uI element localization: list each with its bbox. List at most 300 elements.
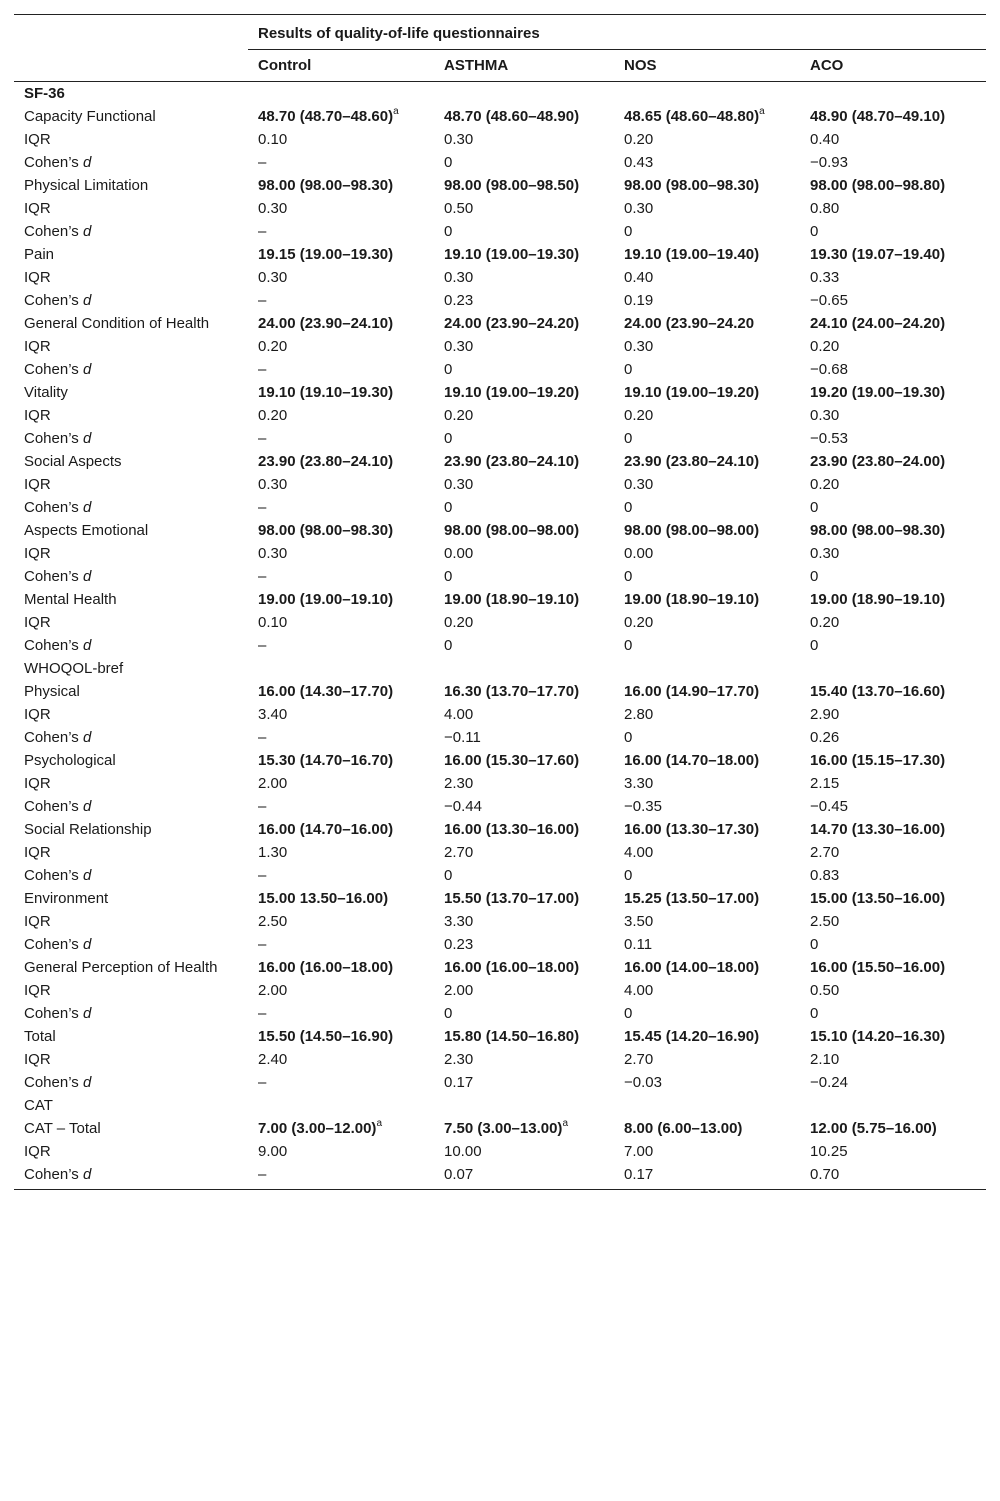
empty-cell: [434, 82, 614, 106]
median-value: 19.00 (18.90–19.10): [444, 591, 580, 608]
table-row: [14, 1071, 986, 1094]
iqr-cell-nos: 2.80: [624, 706, 654, 723]
cohen-cell-asthma: 0: [444, 223, 453, 240]
cohen-cell-control: –: [258, 1074, 267, 1091]
median-value: 15.10 (14.20–16.30): [810, 1028, 946, 1045]
median-value: 14.70 (13.30–16.00): [810, 821, 946, 838]
cohen-cell-aco: 0: [810, 499, 819, 516]
cohen-label: Cohen’s d: [24, 798, 92, 815]
median-cell-aco: [800, 243, 986, 266]
median-cell-asthma: [434, 588, 614, 611]
table-row: [14, 335, 986, 358]
table-row: [14, 519, 986, 542]
cohen-cell-asthma: 0: [444, 568, 453, 585]
median-cell-asthma: [434, 749, 614, 772]
cohen-cell-control: –: [258, 729, 267, 746]
table-row: [14, 1163, 986, 1190]
iqr-cell-control: 0.30: [258, 269, 288, 286]
table-row: [14, 772, 986, 795]
table-row: [14, 220, 986, 243]
table-row: [14, 956, 986, 979]
median-value: 23.90 (23.80–24.10): [444, 453, 580, 470]
row-label: IQR: [24, 545, 51, 562]
table-row: [14, 542, 986, 565]
median-value: 24.00 (23.90–24.20): [444, 315, 580, 332]
median-value: 19.10 (19.00–19.20): [444, 384, 580, 401]
cohen-cell-nos: 0.43: [624, 154, 654, 171]
median-cell-asthma: [434, 1117, 614, 1140]
cohen-cell-control: –: [258, 568, 267, 585]
footnote-marker: a: [759, 106, 765, 117]
row-label: Vitality: [24, 384, 68, 401]
median-value: 12.00 (5.75–16.00): [810, 1120, 937, 1137]
footnote-marker: a: [376, 1118, 382, 1129]
row-label: Mental Health: [24, 591, 117, 608]
row-label: [14, 565, 248, 588]
median-cell-control: [248, 818, 434, 841]
iqr-cell-asthma: 10.00: [444, 1143, 482, 1160]
median-value: 98.00 (98.00–98.00): [444, 522, 580, 539]
row-label: IQR: [24, 1143, 51, 1160]
section-row: [14, 82, 986, 106]
empty-cell: [800, 657, 986, 680]
iqr-cell-control: 9.00: [258, 1143, 288, 1160]
iqr-cell-aco: 0.20: [810, 338, 840, 355]
median-cell-asthma: [434, 818, 614, 841]
row-label: [14, 634, 248, 657]
median-value: 15.50 (14.50–16.90): [258, 1028, 394, 1045]
median-value: 15.45 (14.20–16.90): [624, 1028, 760, 1045]
row-label: [14, 358, 248, 381]
median-value: 16.00 (13.30–16.00): [444, 821, 580, 838]
row-label: [14, 795, 248, 818]
table-row: [14, 1002, 986, 1025]
median-value: 19.10 (19.00–19.20): [624, 384, 760, 401]
iqr-cell-control: 0.30: [258, 545, 288, 562]
table-row: [14, 289, 986, 312]
median-cell-control: [248, 1025, 434, 1048]
median-value: 23.90 (23.80–24.10): [258, 453, 394, 470]
median-value: 48.90 (48.70–49.10): [810, 108, 946, 125]
section-row: [14, 657, 986, 680]
section-row: [14, 1094, 986, 1117]
table-row: [14, 243, 986, 266]
iqr-cell-control: 2.50: [258, 913, 288, 930]
row-label: [14, 864, 248, 887]
header-label-cell: [14, 50, 248, 82]
cohen-cell-aco: 0.70: [800, 1163, 986, 1190]
cohen-label: Cohen’s d: [24, 223, 92, 240]
row-label: Physical Limitation: [24, 177, 149, 194]
median-cell-nos: [614, 749, 800, 772]
table-row: [14, 979, 986, 1002]
iqr-cell-nos: 0.30: [624, 338, 654, 355]
median-cell-asthma: [434, 174, 614, 197]
cohen-label: Cohen’s d: [24, 729, 92, 746]
median-cell-asthma: [434, 1025, 614, 1048]
iqr-cell-asthma: 4.00: [444, 706, 474, 723]
iqr-cell-control: 1.30: [258, 844, 288, 861]
cohen-cell-aco: 0: [810, 936, 819, 953]
cohen-cell-asthma: 0: [444, 499, 453, 516]
median-cell-aco: [800, 887, 986, 910]
median-value: 24.00 (23.90–24.20: [624, 315, 755, 332]
median-cell-nos: [614, 312, 800, 335]
table-row: [14, 1025, 986, 1048]
median-value: 98.00 (98.00–98.80): [810, 177, 946, 194]
cohen-cell-aco: −0.45: [810, 798, 848, 815]
row-label: Aspects Emotional: [24, 522, 149, 539]
median-value: 19.00 (18.90–19.10): [810, 591, 946, 608]
table-row: [14, 358, 986, 381]
cohen-label: Cohen’s d: [24, 1005, 92, 1022]
cohen-label: Cohen’s d: [24, 1074, 92, 1091]
iqr-cell-aco: 0.50: [810, 982, 840, 999]
empty-cell: [800, 82, 986, 106]
iqr-cell-control: 3.40: [258, 706, 288, 723]
median-cell-control: [248, 749, 434, 772]
median-cell-aco: [800, 588, 986, 611]
iqr-cell-aco: 0.20: [810, 476, 840, 493]
median-cell-nos: [614, 381, 800, 404]
cohen-cell-asthma: −0.11: [444, 729, 481, 746]
table-row: [14, 427, 986, 450]
median-cell-control: [248, 381, 434, 404]
median-cell-aco: [800, 1117, 986, 1140]
median-cell-nos: [614, 588, 800, 611]
table-row: [14, 197, 986, 220]
cohen-cell-control: –: [258, 499, 267, 516]
iqr-cell-aco: 2.70: [810, 844, 840, 861]
cohen-cell-asthma: 0: [444, 154, 453, 171]
empty-cell: [248, 657, 434, 680]
iqr-cell-control: 0.20: [258, 338, 288, 355]
median-value: 15.30 (14.70–16.70): [258, 752, 394, 769]
row-label: General Condition of Health: [24, 315, 210, 332]
median-value: 19.20 (19.00–19.30): [810, 384, 946, 401]
header-empty-cell: [14, 15, 248, 50]
median-value: 98.00 (98.00–98.30): [258, 522, 394, 539]
median-cell-asthma: [434, 105, 614, 128]
iqr-cell-control: 0.10: [258, 131, 288, 148]
iqr-cell-control: 0.10: [258, 614, 288, 631]
median-cell-nos: [614, 174, 800, 197]
cohen-cell-aco: 0: [810, 1005, 819, 1022]
median-cell-control: [248, 450, 434, 473]
cohen-label: Cohen’s d: [24, 936, 92, 953]
row-label: CAT – Total: [24, 1120, 101, 1137]
cohen-cell-control: –: [258, 867, 267, 884]
row-label: [14, 289, 248, 312]
cohen-cell-nos: 0: [624, 867, 633, 884]
iqr-cell-nos: 0.30: [624, 200, 654, 217]
empty-cell: [614, 82, 800, 106]
cohen-cell-control: –: [258, 1005, 267, 1022]
median-value: 98.00 (98.00–98.50): [444, 177, 580, 194]
cohen-cell-nos: 0.19: [624, 292, 654, 309]
median-value: 98.00 (98.00–98.30): [624, 177, 760, 194]
median-value: 19.15 (19.00–19.30): [258, 246, 394, 263]
section-label: CAT: [24, 1097, 53, 1114]
table-row: [14, 174, 986, 197]
iqr-cell-aco: 2.50: [810, 913, 840, 930]
footnote-marker: a: [562, 1118, 568, 1129]
median-value: 15.00 (13.50–16.00): [810, 890, 946, 907]
cohen-cell-nos: 0: [624, 1005, 633, 1022]
table-title: Results of quality-of-life questionnaires: [248, 15, 986, 50]
median-cell-nos: [614, 450, 800, 473]
table-row: [14, 128, 986, 151]
median-value: 16.30 (13.70–17.70): [444, 683, 580, 700]
cohen-cell-asthma: 0.23: [444, 936, 474, 953]
median-value: 16.00 (14.00–18.00): [624, 959, 760, 976]
cohen-cell-control: –: [258, 223, 267, 240]
table-row: [14, 151, 986, 174]
row-label: [14, 151, 248, 174]
cohen-cell-asthma: 0: [444, 637, 453, 654]
iqr-cell-aco: 2.10: [810, 1051, 840, 1068]
table-row: [14, 588, 986, 611]
cohen-cell-nos: 0: [624, 729, 633, 746]
median-cell-asthma: [434, 956, 614, 979]
iqr-cell-control: 2.00: [258, 775, 288, 792]
median-cell-aco: [800, 381, 986, 404]
cohen-cell-nos: 0: [624, 499, 633, 516]
row-label: IQR: [24, 982, 51, 999]
median-value: 48.70 (48.60–48.90): [444, 108, 580, 125]
row-label: General Perception of Health: [24, 959, 218, 976]
cohen-cell-asthma: 0: [444, 1005, 453, 1022]
median-value: 15.00 13.50–16.00): [258, 890, 389, 907]
footnote-marker: a: [393, 106, 399, 117]
section-label: WHOQOL-bref: [24, 660, 124, 677]
column-header-asthma: ASTHMA: [434, 50, 614, 82]
row-label: Social Aspects: [24, 453, 122, 470]
median-value: 48.65 (48.60–48.80): [624, 108, 760, 125]
median-cell-asthma: [434, 312, 614, 335]
row-label: IQR: [24, 913, 51, 930]
median-value: 16.00 (15.30–17.60): [444, 752, 580, 769]
row-label: [14, 1163, 248, 1190]
iqr-cell-nos: 0.40: [624, 269, 654, 286]
row-label: [14, 496, 248, 519]
table-row: [14, 864, 986, 887]
median-cell-asthma: [434, 680, 614, 703]
median-cell-nos: [614, 887, 800, 910]
iqr-cell-asthma: 2.00: [444, 982, 474, 999]
median-value: 16.00 (14.70–18.00): [624, 752, 760, 769]
median-value: 19.00 (19.00–19.10): [258, 591, 394, 608]
table-body: [14, 82, 986, 1190]
median-cell-aco: [800, 956, 986, 979]
cohen-cell-asthma: −0.44: [444, 798, 482, 815]
table-row: [14, 496, 986, 519]
median-value: 16.00 (14.90–17.70): [624, 683, 760, 700]
median-value: 19.10 (19.00–19.40): [624, 246, 760, 263]
iqr-cell-control: 0.30: [258, 476, 288, 493]
iqr-cell-asthma: 0.30: [444, 476, 474, 493]
median-cell-aco: [800, 749, 986, 772]
cohen-label: Cohen’s d: [24, 430, 92, 447]
table-row: [14, 565, 986, 588]
cohen-label: Cohen’s d: [24, 361, 92, 378]
header-title-row: [14, 15, 986, 50]
row-label: Psychological: [24, 752, 116, 769]
table-row: [14, 404, 986, 427]
median-value: 15.80 (14.50–16.80): [444, 1028, 580, 1045]
empty-cell: [248, 82, 434, 106]
row-label: Total: [24, 1028, 56, 1045]
cohen-cell-control: –: [258, 637, 267, 654]
median-value: 19.00 (18.90–19.10): [624, 591, 760, 608]
cohen-cell-nos: 0: [624, 637, 633, 654]
median-cell-aco: [800, 519, 986, 542]
row-label: [14, 933, 248, 956]
median-cell-control: [248, 243, 434, 266]
row-label: IQR: [24, 775, 51, 792]
row-label: Capacity Functional: [24, 108, 156, 125]
median-value: 98.00 (98.00–98.00): [624, 522, 760, 539]
row-label: IQR: [24, 338, 51, 355]
median-cell-asthma: [434, 381, 614, 404]
cohen-cell-nos: 0.17: [614, 1163, 800, 1190]
median-cell-aco: [800, 450, 986, 473]
table-row: [14, 841, 986, 864]
row-label: [14, 1071, 248, 1094]
row-label: IQR: [24, 131, 51, 148]
median-value: 7.00 (3.00–12.00): [258, 1120, 377, 1137]
empty-cell: [434, 657, 614, 680]
row-label: IQR: [24, 1051, 51, 1068]
cohen-cell-asthma: 0: [444, 361, 453, 378]
row-label: [14, 220, 248, 243]
iqr-cell-aco: 0.30: [810, 407, 840, 424]
row-label: Physical: [24, 683, 80, 700]
table-row: [14, 450, 986, 473]
cohen-cell-aco: 0: [810, 637, 819, 654]
median-cell-asthma: [434, 519, 614, 542]
median-cell-nos: [614, 818, 800, 841]
table-row: [14, 887, 986, 910]
cohen-cell-nos: 0.11: [624, 936, 653, 953]
table-row: [14, 266, 986, 289]
iqr-cell-aco: 0.33: [810, 269, 840, 286]
table-row: [14, 1140, 986, 1163]
cohen-cell-aco: 0.83: [810, 867, 840, 884]
cohen-cell-control: –: [258, 798, 267, 815]
table-row: [14, 1117, 986, 1140]
iqr-cell-nos: 3.30: [624, 775, 654, 792]
table-row: [14, 910, 986, 933]
median-cell-aco: [800, 680, 986, 703]
median-value: 19.30 (19.07–19.40): [810, 246, 946, 263]
table-row: [14, 312, 986, 335]
median-value: 16.00 (15.50–16.00): [810, 959, 946, 976]
cohen-cell-control: –: [258, 361, 267, 378]
median-value: 24.10 (24.00–24.20): [810, 315, 946, 332]
empty-cell: [614, 1094, 800, 1117]
row-label: IQR: [24, 407, 51, 424]
cohen-cell-asthma: 0.23: [444, 292, 474, 309]
iqr-cell-asthma: 2.30: [444, 1051, 474, 1068]
median-cell-nos: [614, 1117, 800, 1140]
table-row: [14, 634, 986, 657]
iqr-cell-asthma: 2.30: [444, 775, 474, 792]
median-value: 48.70 (48.70–48.60): [258, 108, 394, 125]
median-cell-aco: [800, 174, 986, 197]
median-value: 16.00 (15.15–17.30): [810, 752, 946, 769]
table-row: [14, 818, 986, 841]
iqr-cell-nos: 2.70: [624, 1051, 654, 1068]
median-cell-aco: [800, 105, 986, 128]
cohen-cell-nos: 0: [624, 430, 633, 447]
iqr-cell-asthma: 2.70: [444, 844, 474, 861]
iqr-cell-asthma: 0.30: [444, 131, 474, 148]
median-cell-control: [248, 174, 434, 197]
cohen-cell-nos: 0: [624, 361, 633, 378]
cohen-cell-control: –: [258, 430, 267, 447]
iqr-cell-asthma: 0.50: [444, 200, 474, 217]
cohen-cell-nos: −0.35: [624, 798, 662, 815]
median-value: 7.50 (3.00–13.00): [444, 1120, 563, 1137]
iqr-cell-asthma: 0.00: [444, 545, 474, 562]
table-row: [14, 703, 986, 726]
median-value: 16.00 (16.00–18.00): [258, 959, 394, 976]
median-value: 15.50 (13.70–17.00): [444, 890, 580, 907]
cohen-label: Cohen’s d: [24, 568, 92, 585]
table-row: [14, 933, 986, 956]
iqr-cell-nos: 0.20: [624, 131, 654, 148]
cohen-cell-nos: 0: [624, 568, 633, 585]
median-cell-aco: [800, 312, 986, 335]
iqr-cell-nos: 0.00: [624, 545, 654, 562]
median-cell-nos: [614, 105, 800, 128]
iqr-cell-asthma: 0.20: [444, 407, 474, 424]
median-value: 15.40 (13.70–16.60): [810, 683, 946, 700]
row-label: [14, 1002, 248, 1025]
table-row: [14, 795, 986, 818]
median-cell-control: [248, 956, 434, 979]
median-value: 98.00 (98.00–98.30): [258, 177, 394, 194]
iqr-cell-asthma: 0.30: [444, 269, 474, 286]
median-cell-control: [248, 105, 434, 128]
cohen-cell-control: –: [258, 936, 267, 953]
median-cell-nos: [614, 243, 800, 266]
row-label: Pain: [24, 246, 55, 263]
quality-of-life-table: [14, 14, 986, 1190]
median-value: 16.00 (13.30–17.30): [624, 821, 760, 838]
cohen-cell-asthma: 0: [444, 867, 453, 884]
cohen-cell-asthma: 0.17: [444, 1074, 474, 1091]
median-value: 24.00 (23.90–24.10): [258, 315, 394, 332]
median-value: 19.10 (19.10–19.30): [258, 384, 394, 401]
row-label: [14, 427, 248, 450]
cohen-label: Cohen’s d: [24, 867, 92, 884]
iqr-cell-aco: 0.80: [810, 200, 840, 217]
median-value: 16.00 (14.30–17.70): [258, 683, 394, 700]
table-row: [14, 1048, 986, 1071]
median-value: 23.90 (23.80–24.10): [624, 453, 760, 470]
median-cell-nos: [614, 680, 800, 703]
median-cell-control: [248, 1117, 434, 1140]
empty-cell: [614, 657, 800, 680]
iqr-cell-nos: 0.20: [624, 614, 654, 631]
cohen-label: Cohen’s d: [24, 1166, 92, 1183]
cohen-cell-control: –: [248, 1163, 434, 1190]
empty-cell: [800, 1094, 986, 1117]
median-cell-asthma: [434, 887, 614, 910]
iqr-cell-nos: 4.00: [624, 982, 654, 999]
